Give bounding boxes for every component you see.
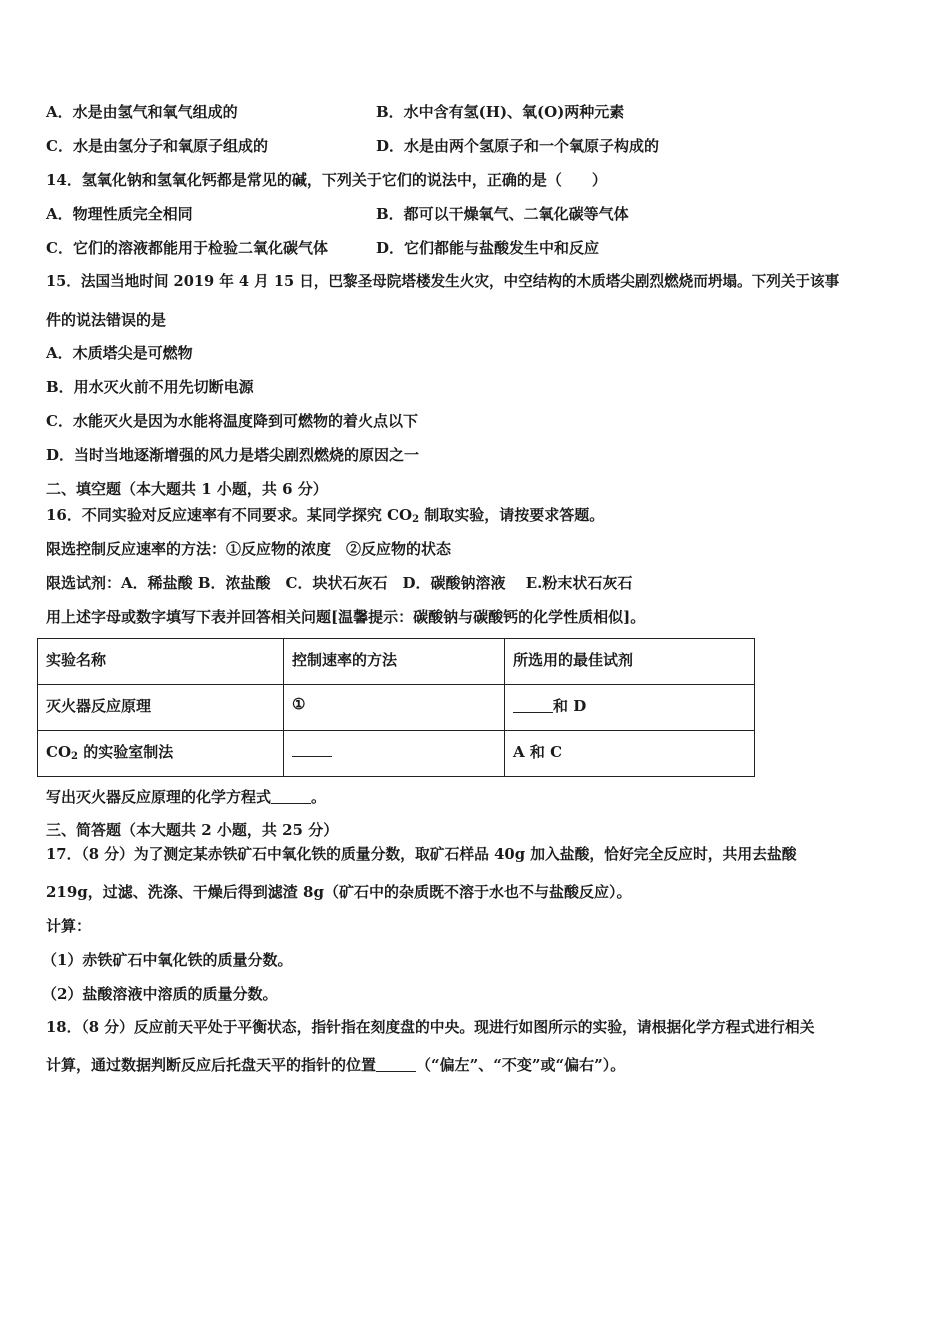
q14-option-d: D．它们都能与盐酸发生中和反应 — [376, 239, 600, 257]
table-header-cell: 控制速率的方法 — [284, 639, 505, 685]
table-cell-text: 和 D — [553, 697, 587, 715]
q17-part2: （2）盐酸溶液中溶质的质量分数。 — [42, 985, 278, 1003]
table-header-row — [38, 639, 755, 685]
q14-stem: 14．氢氧化钠和氢氧化钙都是常见的碱，下列关于它们的说法中，正确的是（ ） — [46, 171, 607, 189]
q16-methods: 限选控制反应速率的方法：①反应物的浓度 ②反应物的状态 — [46, 540, 452, 558]
q15-option-d: D．当时当地逐渐增强的风力是塔尖剧烈燃烧的原因之一 — [46, 446, 420, 464]
answer-blank — [376, 1057, 416, 1072]
q16-stem-pre: 16．不同实验对反应速率有不同要求。某同学探究 CO — [46, 506, 413, 524]
q16-stem-sub: 2 — [412, 514, 420, 525]
experiment-table — [37, 638, 755, 777]
q18-line2 — [46, 1055, 625, 1075]
q14-option-b: B．都可以干燥氧气、二氧化碳等气体 — [376, 205, 629, 223]
q15-stem-line1: 15．法国当地时间 2019 年 4 月 15 日，巴黎圣母院塔楼发生火灾，中空结构的木质塔尖剧烈燃烧而坍塌。下列关于该事 — [46, 273, 840, 290]
q13-option-a: A．水是由氢气和氧气组成的 — [46, 103, 238, 121]
table-cell — [505, 685, 755, 731]
q18-line1: 18．（8 分）反应前天平处于平衡状态，指针指在刻度盘的中央。现进行如图所示的实验，请根据化学方程式进行相关 — [46, 1019, 815, 1036]
q13-option-b: B．水中含有氢(H)、氧(O)两种元素 — [376, 103, 625, 121]
q16-after-end: 。 — [311, 788, 327, 806]
q18-line2-pre: 计算，通过数据判断反应后托盘天平的指针的位置 — [46, 1056, 377, 1074]
table-cell — [284, 731, 505, 777]
q13-option-d: D．水是由两个氢原子和一个氧原子构成的 — [376, 137, 660, 155]
answer-blank — [271, 789, 311, 804]
q15-stem-line2: 件的说法错误的是 — [46, 311, 167, 329]
co2-text-post: 的实验室制法 — [77, 743, 174, 761]
answer-blank — [513, 698, 553, 713]
q15-option-a: A．木质塔尖是可燃物 — [46, 344, 193, 362]
q17-part1: （1）赤铁矿石中氧化铁的质量分数。 — [42, 951, 293, 969]
q16-reagents: 限选试剂：A．稀盐酸 B．浓盐酸 C．块状石灰石 D．碳酸钠溶液 E.粉末状石灰石 — [46, 574, 633, 592]
q13-option-c: C．水是由氢分子和氧原子组成的 — [46, 137, 268, 155]
q16-stem-post: 制取实验，请按要求答题。 — [419, 506, 605, 524]
table-row — [38, 731, 755, 777]
q15-option-b: B．用水灭火前不用先切断电源 — [46, 378, 254, 396]
table-cell: A 和 C — [505, 731, 755, 777]
table-cell: 灭火器反应原理 — [38, 685, 284, 731]
co2-text: CO — [46, 743, 72, 761]
co2-sub: 2 — [71, 751, 78, 762]
q16-stem — [46, 505, 604, 530]
q17-calc: 计算： — [46, 917, 92, 935]
q14-option-a: A．物理性质完全相同 — [46, 205, 193, 223]
q15-option-c: C．水能灭火是因为水能将温度降到可燃物的着火点以下 — [46, 412, 418, 430]
q17-line1: 17．（8 分）为了测定某赤铁矿石中氧化铁的质量分数，取矿石样品 40g 加入盐酸，恰好完全反应时，共用去盐酸 — [46, 846, 797, 863]
q17-line2: 219g，过滤、洗涤、干燥后得到滤渣 8g（矿石中的杂质既不溶于水也不与盐酸反应）。 — [46, 883, 632, 901]
table-row — [38, 685, 755, 731]
q16-after-text: 写出灭火器反应原理的化学方程式 — [46, 788, 272, 806]
table-cell — [38, 731, 284, 777]
q14-option-c: C．它们的溶液都能用于检验二氧化碳气体 — [46, 239, 328, 257]
answer-blank — [292, 742, 332, 757]
q16-equation-prompt — [46, 787, 326, 807]
table-header-cell: 所选用的最佳试剂 — [505, 639, 755, 685]
q16-instruction: 用上述字母或数字填写下表并回答相关问题[温馨提示：碳酸钠与碳酸钙的化学性质相似]。 — [46, 608, 646, 626]
q18-line2-post: （“偏左”、“不变”或“偏右”）。 — [416, 1056, 626, 1074]
table-cell: ① — [284, 685, 505, 731]
section2-heading: 二、填空题（本大题共 1 小题，共 6 分） — [46, 480, 328, 498]
table-header-cell: 实验名称 — [38, 639, 284, 685]
section3-heading: 三、简答题（本大题共 2 小题，共 25 分） — [46, 821, 339, 839]
